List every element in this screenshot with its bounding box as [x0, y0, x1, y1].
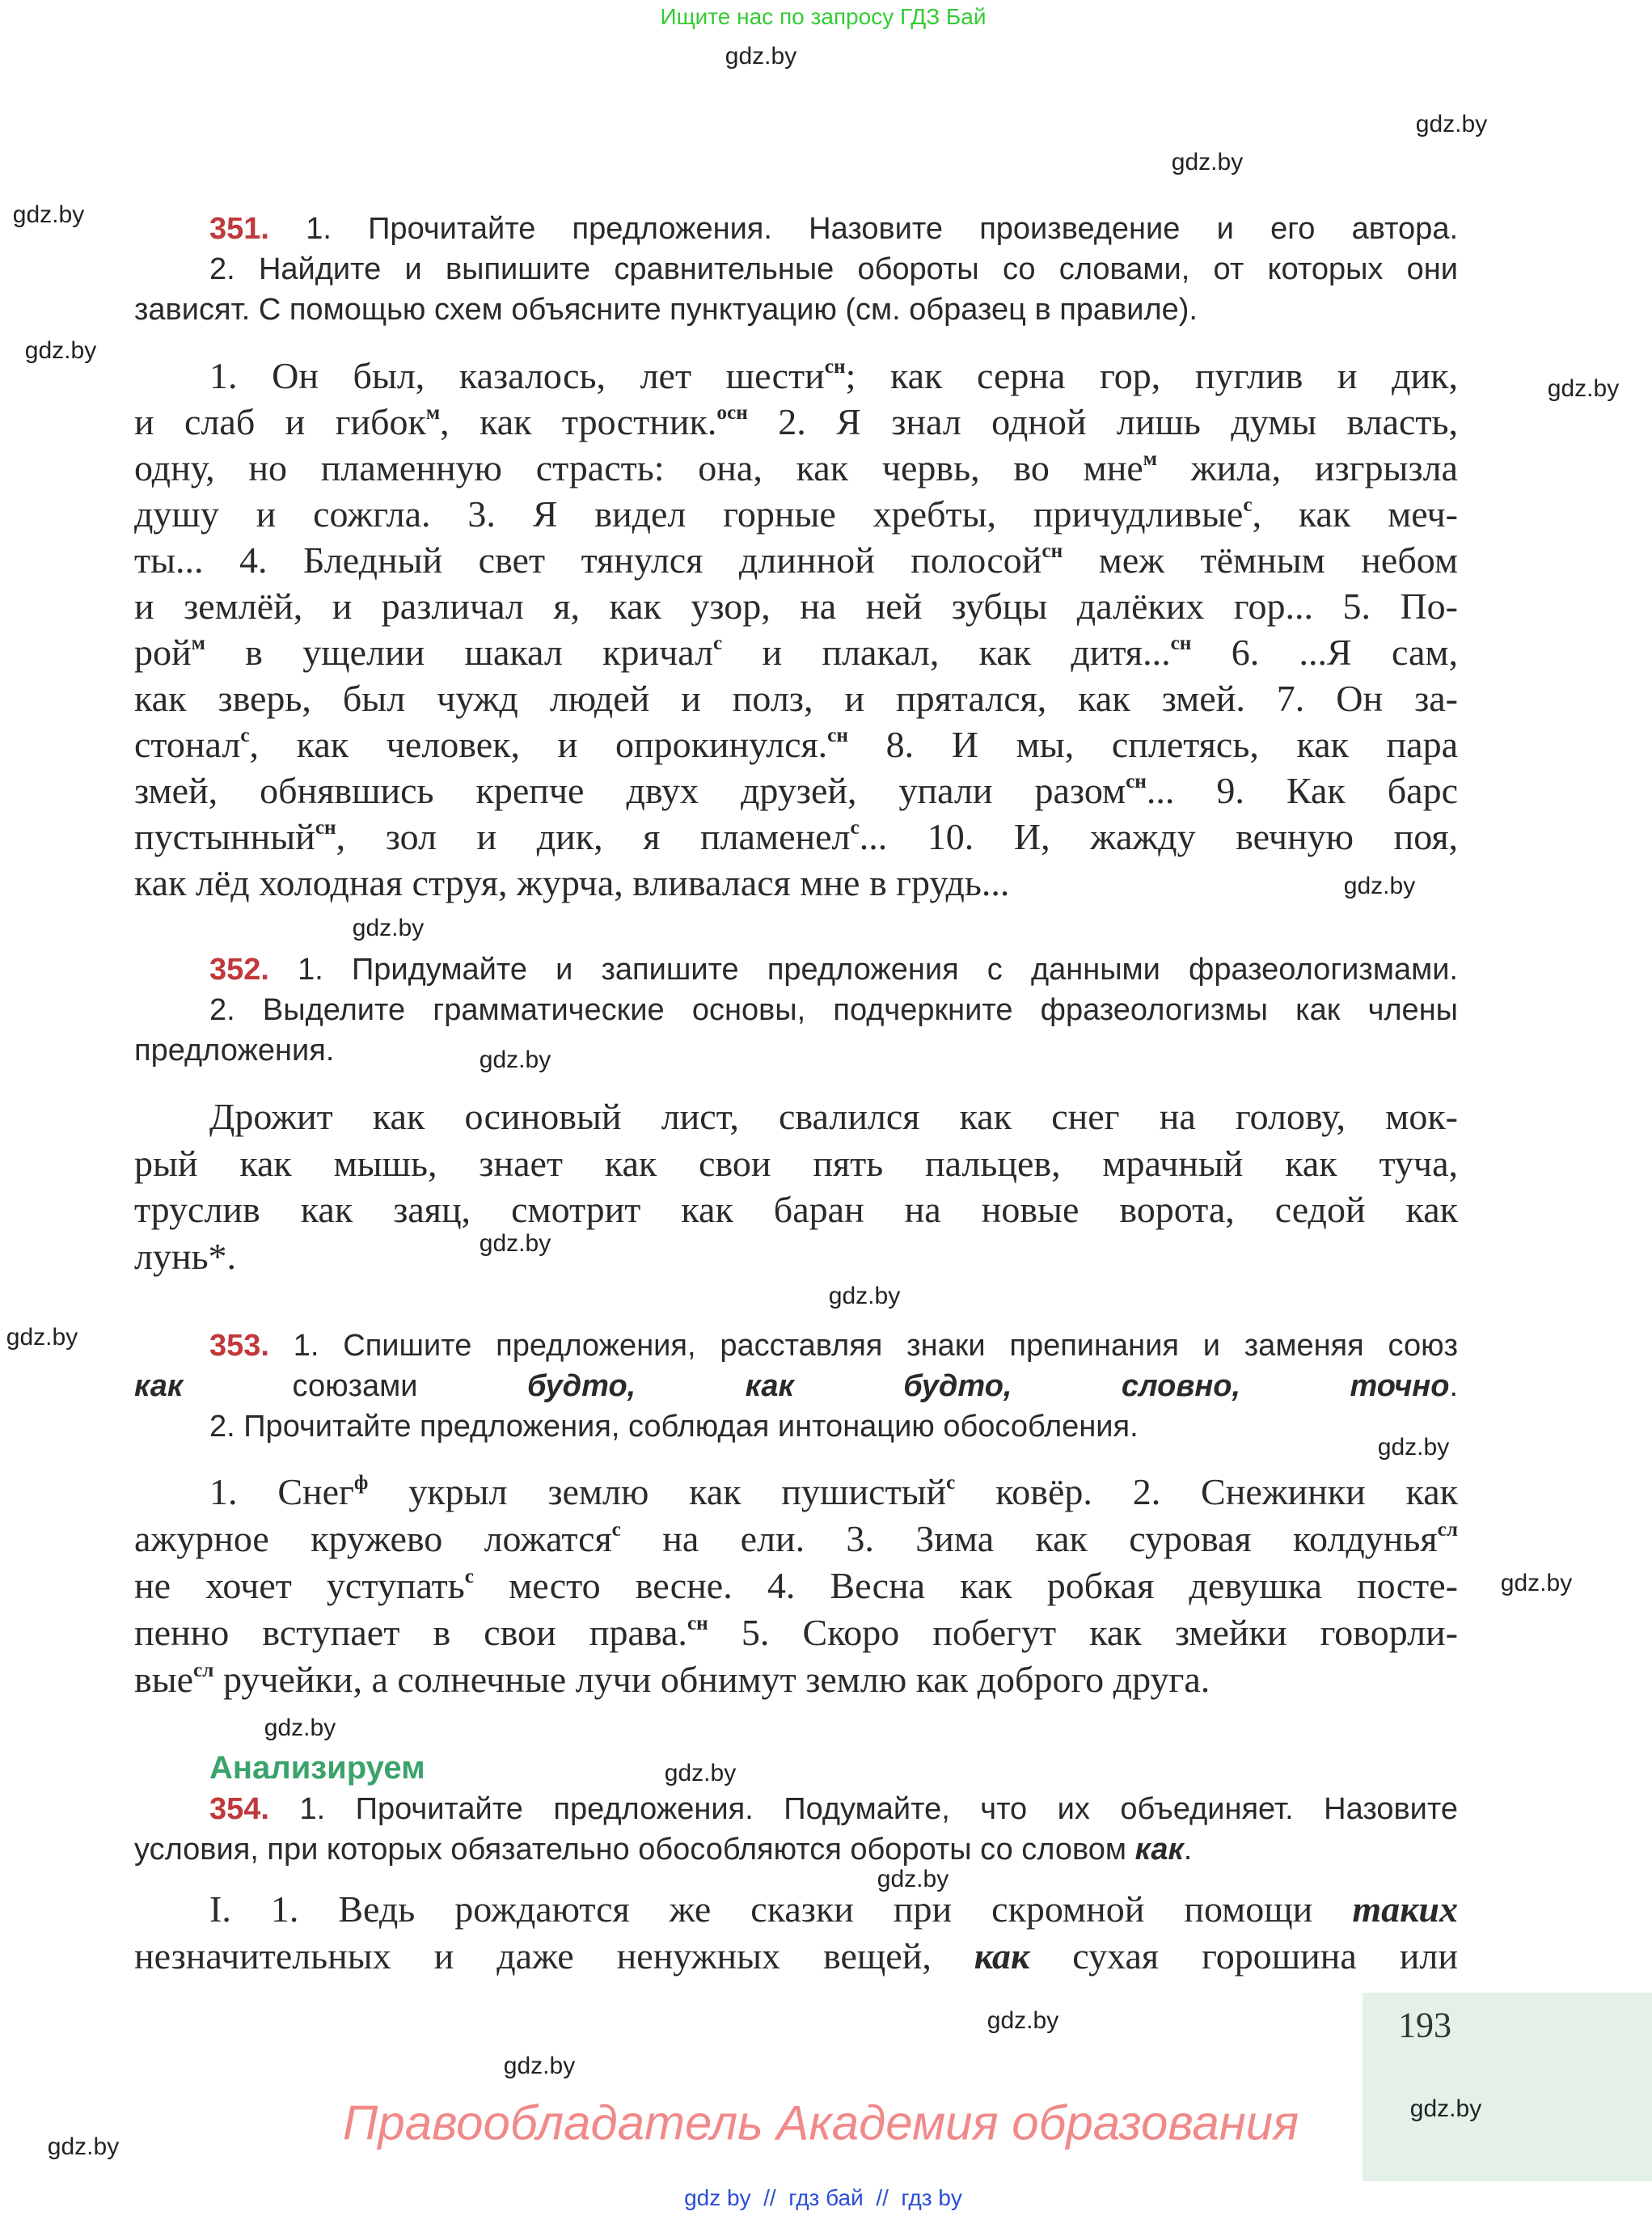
text-line [134, 1609, 1458, 1656]
text-run: 1. Прочитайте предложения. Назовите произведение и его автора. [306, 212, 1459, 246]
scheme-mark: сн [1126, 770, 1147, 793]
text-run: , как меч- [1252, 493, 1458, 535]
text-run: 1. Он был, казалось, лет шести [209, 355, 825, 396]
text-run: вые [134, 1659, 194, 1700]
text-line [134, 399, 1458, 445]
text-run: , как человек, и опрокинулся. [249, 724, 828, 765]
text-run: зависят. С помощью схем объясните пунктуацию (см. образец в правиле). [134, 293, 1198, 327]
text-run: условия, при которых обязательно обособляются обороты со словом [134, 1833, 1135, 1867]
text-run: ... 9. Как барс [1146, 770, 1458, 811]
scheme-mark: сл [1437, 1518, 1458, 1541]
search-hint: Ищите нас по запросу ГДЗ Бай [660, 4, 987, 29]
watermark: gdz.by [725, 43, 797, 70]
text-run: на ели. 3. Зима как суровая колдунья [620, 1518, 1438, 1559]
watermark: gdz.by [1500, 1570, 1573, 1596]
emphasis: будто, как будто, словно, точно [526, 1369, 1450, 1403]
instruction-line [134, 990, 1458, 1030]
exercise-number: 351. [209, 212, 269, 246]
scheme-mark: м [191, 632, 205, 655]
text-line [134, 445, 1458, 491]
text-run: одну, но пламенную страсть: она, как червь, во мне [134, 447, 1143, 488]
text-run: не хочет уступать [134, 1565, 465, 1606]
text-run: 2. Выделите грамматические основы, подчеркните фразеологизмы как члены [209, 993, 1458, 1027]
watermark: gdz.by [877, 1866, 949, 1892]
text-line [134, 1140, 1458, 1187]
text-run: в ущелии шакал кричал [205, 632, 713, 673]
instruction-line [134, 1326, 1458, 1366]
text-line [134, 537, 1458, 583]
text-line [134, 721, 1458, 767]
instruction-line [134, 1829, 1458, 1870]
text-line [134, 1233, 1458, 1280]
scheme-mark: сн [824, 355, 846, 378]
watermark: gdz.by [1547, 375, 1620, 402]
text-line [134, 353, 1458, 399]
instruction-line [134, 290, 1458, 330]
watermark: gdz.by [479, 1046, 551, 1073]
text-run: 8. И мы, сплетясь, как пара [847, 724, 1459, 765]
text-run: меж тёмным небом [1063, 539, 1458, 581]
text-run: предложения. [134, 1034, 335, 1068]
text-line [134, 1562, 1458, 1609]
watermark: gdz.by [352, 915, 425, 941]
text-run: как зверь, был чужд людей и полз, и прятался, как змей. 7. Он за- [134, 678, 1458, 719]
exercise-number: 353. [209, 1329, 269, 1363]
text-run: пенно вступает в свои права. [134, 1612, 687, 1653]
emphasis: как [134, 1369, 184, 1403]
section-heading: Анализируем [209, 1750, 425, 1786]
scheme-mark: сн [1041, 539, 1063, 563]
footer-links[interactable]: gdz by // гдз бай // гдз by [684, 2185, 962, 2210]
text-run: 1. Спишите предложения, расставляя знаки препинания и заменяя союз [293, 1329, 1459, 1363]
text-run: ... 10. И, жажду вечную поя, [859, 816, 1459, 857]
exercise-352-text [134, 1093, 1458, 1279]
scheme-mark: сн [1170, 632, 1192, 655]
text-run: рой [134, 632, 192, 673]
exercise-354-instructions [134, 1789, 1458, 1870]
text-run: , зол и дик, я пламенел [336, 816, 851, 857]
instruction-line [134, 1366, 1458, 1406]
text-line [134, 1469, 1458, 1516]
scheme-mark: с [712, 632, 723, 655]
watermark: gdz.by [47, 2133, 120, 2160]
text-run: 2. Прочитайте предложения, соблюдая интонацию обособления. [209, 1410, 1139, 1444]
text-run: 1. Прочитайте предложения. Подумайте, что их объединяет. Назовите [299, 1792, 1458, 1826]
watermark: gdz.by [987, 2007, 1059, 2034]
exercise-353-instructions [134, 1326, 1458, 1447]
text-run: I. 1. Ведь рождаются же сказки при скромной помощи [209, 1888, 1353, 1930]
exercise-352-instructions [134, 949, 1458, 1071]
text-line [134, 814, 1458, 860]
emphasis: как [974, 1935, 1030, 1977]
text-run: незначительных и даже ненужных вещей, [134, 1935, 974, 1977]
text-run: пустынный [134, 816, 315, 857]
text-run: 6. ...Я сам, [1191, 632, 1458, 673]
text-run: лунь*. [134, 1235, 237, 1277]
exercise-351-text [134, 353, 1458, 906]
text-run: и землёй, и различал я, как узор, на ней зубцы далёких гор... 5. По- [134, 586, 1458, 627]
text-line [134, 1933, 1458, 1980]
exercise-number: 352. [209, 953, 269, 987]
scheme-mark: сн [315, 816, 336, 839]
watermark: gdz.by [1343, 873, 1416, 899]
scheme-mark: с [464, 1565, 474, 1588]
scheme-mark: м [1143, 447, 1157, 471]
text-run: змей, обнявшись крепче двух друзей, упали разом [134, 770, 1126, 811]
emphasis: как [1134, 1833, 1184, 1867]
rights-holder: Правообладатель Академия образования [342, 2095, 1299, 2150]
text-line [134, 1516, 1458, 1562]
text-run: и плакал, как дитя... [722, 632, 1171, 673]
exercise-351-instructions [134, 209, 1458, 330]
exercise-353-text [134, 1469, 1458, 1703]
watermark: gdz.by [503, 2053, 576, 2079]
watermark: gdz.by [6, 1324, 78, 1351]
watermark: gdz.by [264, 1715, 336, 1741]
watermark: gdz.by [664, 1760, 737, 1786]
exercise-number: 354. [209, 1792, 269, 1826]
text-line [134, 491, 1458, 537]
text-run: , как тростник. [440, 401, 717, 442]
text-line [134, 860, 1458, 906]
scheme-mark: сл [193, 1659, 214, 1682]
watermark: gdz.by [479, 1230, 551, 1257]
text-run: место весне. 4. Весна как робкая девушка посте- [474, 1565, 1458, 1606]
watermark: gdz.by [24, 337, 97, 364]
text-run: . [1183, 1833, 1193, 1867]
exercise-354-text [134, 1886, 1458, 1980]
text-run: 2. Найдите и выпишите сравнительные обороты со словами, от которых они [209, 252, 1458, 286]
text-run: Дрожит как осиновый лист, свалился как снег на голову, мок- [209, 1096, 1458, 1137]
text-run: 1. Снег [209, 1471, 354, 1512]
text-line [134, 629, 1458, 675]
text-run: ручейки, а солнечные лучи обнимут землю как доброго друга. [213, 1659, 1210, 1700]
scheme-mark: с [240, 724, 250, 747]
text-run: укрыл землю как пушистый [368, 1471, 947, 1512]
watermark: gdz.by [828, 1283, 901, 1309]
scheme-mark: сн [827, 724, 848, 747]
text-run: 2. Я знал одной лишь думы власть, [747, 401, 1459, 442]
text-line [134, 767, 1458, 814]
text-line [134, 1886, 1458, 1933]
instruction-line [134, 1030, 1458, 1071]
watermark: gdz.by [1377, 1434, 1450, 1461]
instruction-line [134, 249, 1458, 290]
page-number: 193 [1398, 2005, 1451, 2045]
scheme-mark: с [850, 816, 860, 839]
scheme-mark: ф [353, 1471, 369, 1495]
watermark: gdz.by [12, 201, 85, 228]
text-line [134, 583, 1458, 629]
text-run: стонал [134, 724, 241, 765]
text-run: 1. Придумайте и запишите предложения с данными фразеологизмами. [298, 953, 1458, 987]
watermark: gdz.by [1415, 111, 1488, 137]
scheme-mark: с [946, 1471, 956, 1495]
watermark: gdz.by [1171, 149, 1244, 175]
text-run: ажурное кружево ложатся [134, 1518, 612, 1559]
watermark: gdz.by [1409, 2095, 1482, 2122]
text-run: ковёр. 2. Снежинки как [955, 1471, 1458, 1512]
scheme-mark: с [611, 1518, 621, 1541]
text-run: душу и сожгла. 3. Я видел горные хребты, причудливые [134, 493, 1244, 535]
instruction-line [134, 209, 1458, 249]
scheme-mark: сн [687, 1612, 708, 1635]
instruction-line [134, 1406, 1458, 1447]
text-run: союзами [183, 1369, 527, 1403]
text-run: сухая горошина или [1029, 1935, 1458, 1977]
text-run: 5. Скоро побегут как змейки говорли- [708, 1612, 1458, 1653]
emphasis: таких [1352, 1888, 1458, 1930]
text-line [134, 1093, 1458, 1140]
text-run: . [1449, 1369, 1458, 1403]
text-line [134, 675, 1458, 721]
scheme-mark: осн [716, 401, 748, 425]
instruction-line [134, 949, 1458, 990]
text-run: жила, изгрызла [1157, 447, 1458, 488]
text-line [134, 1186, 1458, 1233]
scheme-mark: с [1243, 493, 1253, 517]
text-run: и слаб и гибок [134, 401, 426, 442]
text-run: труслив как заяц, смотрит как баран на новые ворота, седой как [134, 1189, 1458, 1230]
instruction-line [134, 1789, 1458, 1829]
text-run: ; как серна гор, пуглив и дик, [845, 355, 1458, 396]
text-run: рый как мышь, знает как свои пять пальцев, мрачный как туча, [134, 1142, 1458, 1184]
text-line [134, 1656, 1458, 1703]
text-run: как лёд холодная струя, журча, вливалася мне в грудь... [134, 862, 1010, 903]
scheme-mark: м [425, 401, 441, 425]
text-run: ты... 4. Бледный свет тянулся длинной полосой [134, 539, 1042, 581]
